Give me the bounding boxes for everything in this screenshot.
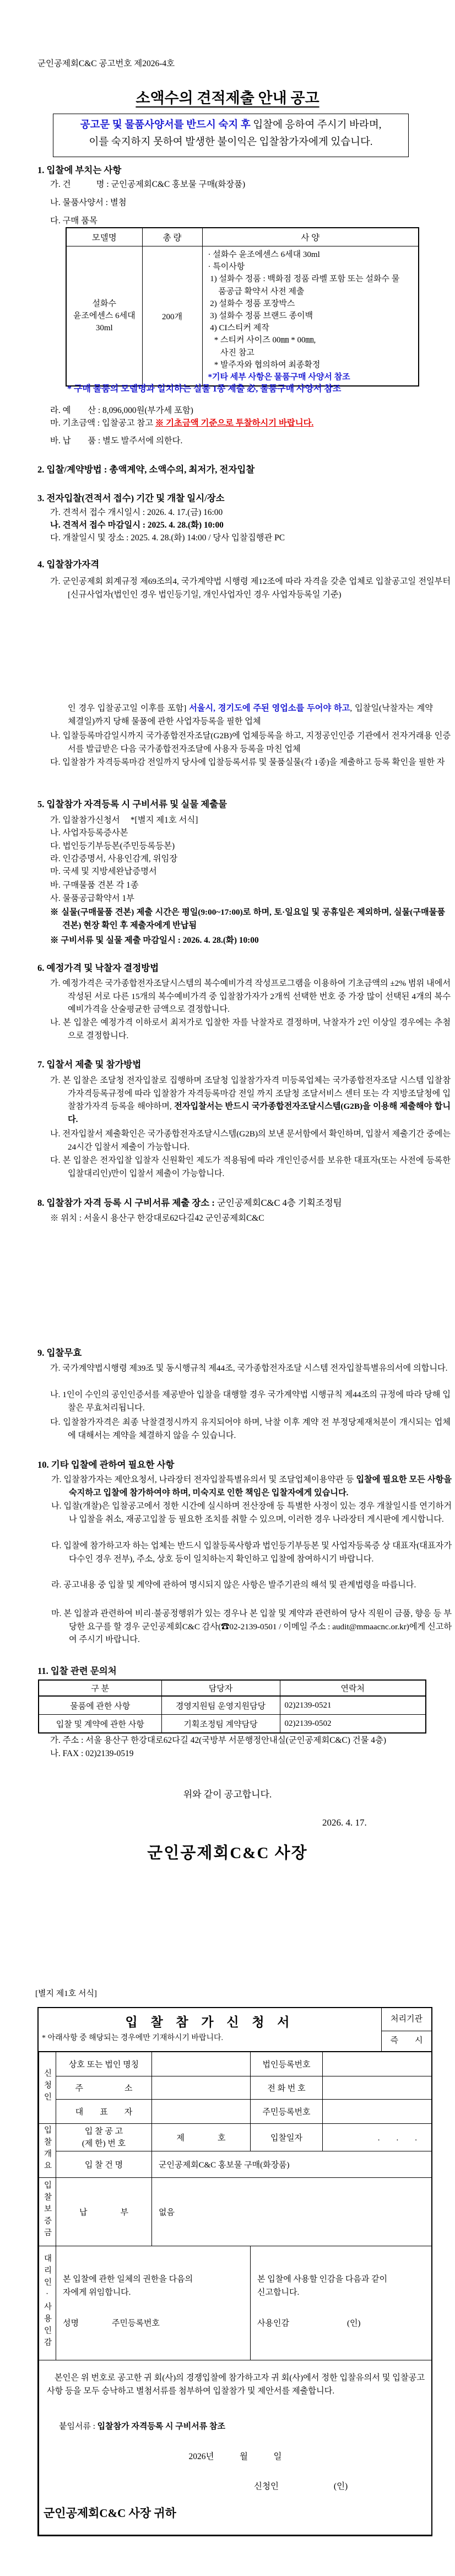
s1-item-c: 다. 구매 품목 (50, 216, 98, 226)
col-spec: 사 양 (202, 228, 419, 246)
s1-item-b: 나. 물품사양서 : 별첨 (50, 198, 127, 207)
col-model: 모델명 (66, 228, 142, 246)
form-row-company (39, 2052, 432, 2076)
spec-line: 3) 설화수 정품 브랜드 종이백 (208, 312, 313, 321)
section-9-heading: 9. 입찰무효 (37, 1348, 82, 1358)
spec-cell (202, 246, 419, 387)
company-name-field (152, 2052, 251, 2076)
form-row-representative (39, 2100, 432, 2124)
section-4-heading: 4. 입찰참가자격 (37, 559, 100, 570)
attachment-note: 붙임서류 : 입찰참가 자격등록 시 구비서류 참조 (59, 2422, 225, 2431)
phone-label: 전 화 번 호 (251, 2076, 323, 2100)
s5-item: 마. 국세 및 지방세완납증명서 (50, 867, 157, 876)
agent-seal-group-label: 대리인·사용인감 (39, 2246, 56, 2360)
form-note: * 아래사항 중 해당되는 경우에만 기재하시기 바랍니다. (42, 2034, 224, 2042)
delegation-cell: 본 입찰에 관한 일체의 권한을 다음의 자에게 위임합니다. 성명 주민등록번호 (56, 2246, 251, 2360)
notice-line1: 공고문 및 물품사양서를 반드시 숙지 후 입찰에 응하여 주시기 바라며, (80, 120, 382, 131)
s1-item-e: 마. 기초금액 : 입찰공고 참고 ※ 기초금액 기준으로 투찰하시기 바랍니다. (50, 418, 314, 428)
s8-location-note: ※ 위치 : 서울시 용산구 한강대로62다길42 군인공제회C&C (50, 1214, 264, 1223)
spec-line: * 스티커 사이즈 00㎜ * 00㎜, (208, 336, 316, 345)
spec-line: 사진 참고 (208, 348, 254, 357)
purchase-items-table (66, 227, 419, 387)
section-1-heading: 1. 입찰에 부치는 사항 (37, 165, 122, 175)
s9-item-c: 다. 입찰참가자격은 최종 낙찰결정시까지 유지되어야 하며, 낙찰 이후 계약 전 부정당제재처분이 개시되는 업체에 대해서는 계약을 체결하지 않을 수 있습니다. (50, 1418, 451, 1440)
s6-item-b: 나. 본 입찰은 예정가격 이하로서 최저가로 입찰한 자를 낙찰자로 결정하며, 낙찰자가 2인 이상일 경우에는 추첨으로 결정합니다. (50, 1018, 451, 1040)
address-field (152, 2076, 251, 2100)
closing-date: 2026. 4. 17. (322, 1817, 367, 1828)
s1-item-a: 가. 건 명 : 군인공제회C&C 홍보물 구매(화장품) (50, 180, 246, 189)
form-header (39, 2008, 431, 2052)
region-requirement: 서울시, 경기도에 주된 영업소를 두어야 하고 (189, 704, 350, 713)
contact-header-row: 구 분 담당자 연락처 (39, 1680, 426, 1696)
s9-item-a: 가. 국가계약법시행령 제39조 및 동시행규칙 제44조, 국가종합전자조달 시스템 전자입찰특별유의서에 의합니다. (50, 1364, 448, 1373)
form-row-agent-seal (39, 2246, 432, 2360)
base-price-warning: ※ 기초금액 기준으로 투찰하시기 바랍니다. (155, 418, 314, 428)
s10-item-a: 가. 입찰참가자는 제안요청서, 나라장터 전자입찰특별유의서 및 조달업체이용약관 등 입찰에 필요한 모든 사항을 숙지하고 입찰에 참가하여야 하며, 미숙지로 인한 책임은 입찰자에게 있습니다. (51, 1475, 452, 1498)
section-10-heading: 10. 기타 입찰에 관하여 필요한 사항 (37, 1459, 175, 1470)
bid-date-field: . . . (323, 2124, 432, 2151)
col-qty: 총 량 (142, 228, 202, 246)
s11-fax: 나. FAX : 02)2139-0519 (50, 1749, 134, 1758)
contact-row: 입찰 및 계약에 관한 사항 기획조정팀 계약담당 02)2139-0502 (39, 1715, 426, 1734)
s7-item-b: 나. 전자입찰서 제출확인은 국가종합전자조달시스템(G2B)의 보낸 문서함에서 확인하며, 입찰서 제출기간 중에는 24시간 입찰서 제출이 가능합니다. (50, 1129, 451, 1152)
s7-item-a: 가. 본 입찰은 조달청 전자입찰로 집행하며 조달청 입찰참가자격 미등록업체는 국가종합전자조달 시스템 입찰참가자격등록규정에 따라 입찰참가 자격등록마감 전일 까지 조달청 조달서비스 센터 또는 각 지방조달청에 입찰참가자격 등록을 해야하며, 전자입찰서는 반드시 국가종합전자조달시스템(G2B)을 이용해 제출해야 합니다. (50, 1076, 451, 1125)
s5-item: 바. 구매물품 견본 각 1종 (50, 881, 139, 890)
table-header-row (66, 228, 419, 246)
s4-item-a-part2: 인 경우 입찰공고일 이후를 포함] 서울시, 경기도에 주된 영업소를 두어야 하고, 입찰일(낙찰자는 계약체결일)까지 당해 물품에 관한 사업자등록을 필한 업체 (68, 704, 433, 726)
form-statement: 본인은 위 번호로 공고한 귀 회(사)의 경쟁입찰에 참가하고자 귀 회(사)에서 정한 입찰유의서 및 입찰공고사항 등을 모두 승낙하고 별첨서류를 첨부하여 입찰참가 및 제안서를 제출합니다. (47, 2373, 425, 2396)
s10-item-c: 다. 입찰에 참가하고자 하는 업체는 반드시 입찰등록사항과 법인등기부등본 및 사업자등록증 상 대표자(대표자가 다수인 경우 전부), 주소, 상호 등이 일치하는지 확인하고 입찰에 참여하시기 바랍니다. (51, 1541, 452, 1564)
spec-line: 품공급 확약서 사전 제출 (208, 287, 305, 296)
bid-application-form (37, 2007, 432, 2536)
form-row-address (39, 2076, 432, 2100)
contact-row: 물품에 관한 사항 경영지원팀 운영지원담당 02)2139-0521 (39, 1696, 426, 1715)
bid-date-label: 입찰일자 (251, 2124, 323, 2151)
section-6-heading: 6. 예정가격 및 낙찰자 결정방법 (37, 963, 159, 973)
phone-field (323, 2076, 432, 2100)
g2b-submission-requirement: 전자입찰서는 반드시 국가종합전자조달시스템(G2B)을 이용해 제출해야 합니다. (68, 1102, 451, 1125)
spec-line: · 설화수 윤조에센스 6세대 30ml (208, 250, 320, 259)
s1-item-f: 바. 납 품 : 별도 발주서에 의한다. (50, 436, 183, 446)
representative-label: 대 표 자 (56, 2100, 152, 2124)
notice-number-field: 제 호 (152, 2124, 251, 2151)
bidder-responsibility: 입찰에 필요한 모든 사항을 숙지하고 입찰에 참가하여야 하며, 미숙지로 인한 책임은 입찰자에게 있습니다. (69, 1475, 452, 1498)
section-2-heading: 2. 입찰/계약방법 : 총액계약, 소액수의, 최저가, 전자입찰 (37, 464, 255, 475)
notice-number-label: 입 찰 공 고 (제 한) 번 호 (56, 2124, 152, 2151)
section-8-heading: 8. 입찰참가 자격 등록 시 구비서류 제출 장소 : 군인공제회C&C 4층 기획조정팀 (37, 1198, 342, 1208)
representative-field (152, 2100, 251, 2124)
applicant-sign-line: 신청인 (인) (254, 2482, 348, 2491)
section-11-heading: 11. 입찰 관련 문의처 (37, 1666, 117, 1676)
s4-item-a-part1: 가. 군인공제회 회계규정 제69조의4, 국가계약법 시행령 제12조에 따라 자격을 갖춘 업체로 입찰공고일 전일부터 [신규사업자(법인인 경우 법인등기일, 개인사업자인 경우 사업자등록일 기준) (50, 577, 451, 599)
s10-item-d: 라. 공고내용 중 입찰 및 계약에 관하여 명시되지 않은 사항은 발주기관의 해석 및 관계법령을 따릅니다. (51, 1580, 416, 1590)
s7-item-c: 다. 본 입찰은 전자입찰 입찰자 신원확인 제도가 적용됨에 따라 개인인증서를 보유한 대표자(또는 사전에 등록한 입찰대리인)만이 입찰서 제출이 가능합니다. (50, 1156, 451, 1178)
spec-line: · 특이사항 (208, 262, 245, 272)
deposit-payment-label: 납 부 (56, 2178, 152, 2246)
model-cell: 설화수 윤조에센스 6세대 30ml (66, 246, 142, 387)
table-row (66, 246, 419, 387)
s5-item: 가. 입찰참가신청서 *[별지 제1호 서식] (50, 815, 198, 825)
form-row-deposit (39, 2178, 432, 2246)
section-5-heading: 5. 입찰참가 자격등록 시 구비서류 및 실물 제출물 (37, 799, 228, 809)
notice-box (53, 114, 409, 157)
bid-overview-group-label: 입찰개요 (39, 2124, 56, 2178)
s5-item: 라. 인감증명서, 사용인감계, 위임장 (50, 854, 178, 863)
s5-note1: ※ 실물(구매물품 견본) 제출 시간은 평일(9:00~17:00)로 하며, 토·일요일 및 공휴일은 제외하며, 실물(구매물품 견본) 현장 확인 후 제출자에게 반납됨 (50, 908, 445, 930)
s5-item: 나. 사업자등록증사본 (50, 828, 128, 838)
deposit-group-label: 입찰보증금 (39, 2178, 56, 2246)
form-sheet-label: [별지 제1호 서식] (35, 1989, 97, 1998)
notice-highlight: 공고문 및 물품사양서를 반드시 숙지 후 (80, 120, 251, 131)
deposit-value: 없음 (152, 2178, 432, 2246)
signer: 군인공제회C&C 사장 (147, 1844, 308, 1862)
section-7-heading: 7. 입찰서 제출 및 참가방법 (37, 1059, 142, 1070)
form-row-statement (39, 2360, 432, 2535)
processing-agency-label: 처리기관 (382, 2008, 431, 2031)
section-3-heading: 3. 전자입찰(견적서 접수) 기간 및 개찰 일시/장소 (37, 493, 225, 503)
bid-title-value: 군인공제회C&C 홍보물 구매(화장품) (152, 2151, 432, 2178)
s5-item: 사. 물품공급확약서 1부 (50, 894, 135, 903)
form-row-bid-title (39, 2151, 432, 2178)
seal-registration-cell: 본 입찰에 사용할 인감을 다음과 같이 신고합니다. 사용인감 (인) (251, 2246, 432, 2360)
notice-line2: 이를 숙지하지 못하여 발생한 불이익은 입찰참가자에게 있습니다. (89, 137, 373, 148)
doc-ref-number: 군인공제회C&C 공고번호 제2026-4호 (37, 59, 175, 68)
spec-line: * 발주자와 협의하여 최종확정 (208, 360, 321, 369)
s11-address: 가. 주소 : 서울 용산구 한강대로62다길 42(국방부 서문행정안내실(군인공제회C&C) 건물 4층) (50, 1736, 386, 1745)
corp-number-label: 법인등록번호 (251, 2052, 323, 2076)
spec-note-blue: *기타 세부 사항은 물품구매 사양서 참조 (208, 373, 350, 382)
address-label: 주 소 (56, 2076, 152, 2100)
s10-item-e: 마. 본 입찰과 관련하여 비리·불공정행위가 있는 경우나 본 입찰 및 계약과 관련하여 당사 직원이 금품, 향응 등 부당한 요구를 할 경우 군인공제회C&C 감사(☎02-2139-0501 / 이메일 주소 : audit@mmaacnc.or.kr)에게 신고하여 주시기 바랍니다. (51, 1609, 452, 1645)
qty-cell: 200개 (142, 246, 202, 387)
s10-item-b: 나. 입찰(개찰)은 입찰공고에서 정한 시간에 실시하며 전산장애 등 특별한 사정이 있는 경우 개찰일시를 연기하거나 입찰을 취소, 재공고입찰 등 필요한 조치를 취할 수 있으며, 이러한 경우 나라장터 게시판에 게시합니다. (51, 1501, 452, 1524)
rrn-field (323, 2100, 432, 2124)
s3-item-b: 나. 견적서 접수 마감일시 : 2025. 4. 28.(화) 10:00 (50, 520, 224, 530)
contact-table (38, 1679, 426, 1734)
s9-item-b: 나. 1인이 수인의 공인인증서를 제공받아 입찰을 대행할 경우 국가계약법 시행규칙 제44조의 규정에 따라 당해 입찰은 무효처리됩니다. (50, 1390, 451, 1413)
s4-item-c: 다. 입찰참가 자격등록마감 전일까지 당사에 입찰등록서류 및 물품실물(각 1종)을 제출하고 등록 확인을 필한 자 (50, 758, 445, 767)
s3-item-c: 다. 개찰일시 및 장소 : 2025. 4. 28.(화) 14:00 / 당사 입찰집행관 PC (50, 533, 285, 543)
corp-number-field (323, 2052, 432, 2076)
spec-line: 1) 설화수 정품 : 백화점 정품 라벨 포함 또는 설화수 물 (208, 275, 400, 284)
sample-submission-note: * 구매 물품의 모델명과 일치하는 실물 1종 제출 必, 물품구매 사양서 참조 (67, 384, 342, 394)
rrn-label: 주민등록번호 (251, 2100, 323, 2124)
s6-item-a: 가. 예정가격은 국가종합전자조달시스템의 복수예비가격 작성프로그램을 이용하여 기초금액의 ±2% 범위 내에서 작성된 서로 다른 15개의 복수예비가격 중 입찰참가자가 2개씩 선택한 번호 중 가장 많이 선택된 4개의 복수예비가격을 산술평균한 금액으로 결정합니다. (50, 979, 451, 1015)
spec-line: 4) CI스티커 제작 (208, 324, 269, 333)
s4-item-b: 나. 입찰등록마감일시까지 국가종합전자조달(G2B)에 업체등록을 하고, 지정공인인증 기관에서 전자거래용 인증서를 발급받은 다음 국가종합전자조달에 사용자 등록을 마친 업체 (50, 731, 451, 754)
form-date-line: 2026년 월 일 (188, 2452, 282, 2461)
company-name-label: 상호 또는 법인 명칭 (56, 2052, 152, 2076)
s5-item: 다. 법인등기부등본(주민등록등본) (50, 841, 175, 851)
processing-agency-value: 즉 시 (390, 2036, 423, 2045)
spec-line: 2) 설화수 정품 포장박스 (208, 299, 295, 308)
form-title: 입 찰 참 가 신 청 서 (125, 2015, 295, 2029)
bid-title-label: 입 찰 건 명 (56, 2151, 152, 2178)
s5-note2: ※ 구비서류 및 실물 제출 마감일시 : 2026. 4. 28.(화) 10:00 (50, 936, 259, 945)
s3-item-a: 가. 견적서 접수 개시일시 : 2026. 4. 17.(금) 16:00 (50, 508, 223, 517)
form-row-notice-no (39, 2124, 432, 2151)
doc-title: 소액수의 견적제출 안내 공고 (136, 90, 319, 106)
applicant-group-label: 신청인 (39, 2052, 56, 2124)
closing-statement: 위와 같이 공고합니다. (183, 1789, 272, 1800)
s1-item-d: 라. 예 산 : 8,096,000원(부가세 포함) (50, 406, 193, 415)
form-recipient: 군인공제회C&C 사장 귀하 (44, 2507, 176, 2520)
